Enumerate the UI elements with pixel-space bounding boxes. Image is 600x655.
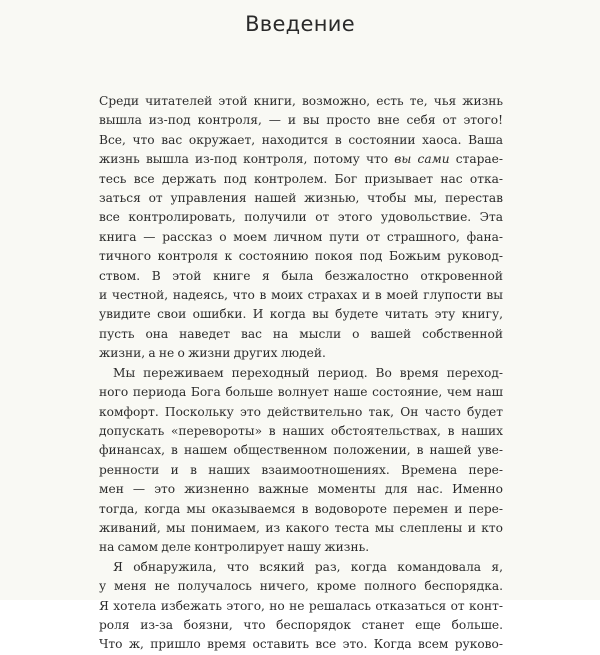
text-line: Я хотела избежать этого, но не решалась отказаться от конт-	[99, 598, 503, 613]
text-line: на самом деле контролирует нашу жизнь.	[99, 540, 370, 555]
text-line: допускать «перевороты» в наших обстоятельствах, в наших	[99, 423, 503, 438]
text-line: ного периода Бога больше волнует наше состояние, чем наш	[99, 385, 503, 400]
text-line: Среди читателей этой книги, возможно, есть те, чья жизнь	[99, 94, 503, 108]
text-line: тесь все держать под контролем. Бог призывает нас отка-	[99, 171, 503, 186]
text-line: Я обнаружила, что всякий раз, когда командовала я,	[113, 559, 503, 574]
text-line: комфорт. Поскольку это действительно так, Он часто будет	[99, 404, 503, 419]
text-line: ством. В этой книге я была безжалостно откровенной	[99, 268, 503, 283]
text-line: все контролировать, получили от этого удовольствие. Эта	[99, 210, 503, 225]
text-line: Мы переживаем переходный период. Во время переход-	[113, 365, 503, 380]
body-text	[99, 92, 503, 655]
text-line: тичного контроля к состоянию покоя под Божьим руковод-	[99, 249, 503, 264]
text-line: пусть она наведет вас на мысли о вашей собственной	[99, 326, 503, 341]
text-line: финансах, в нашем общественном положении, в нашей уве-	[99, 443, 503, 458]
text-line: тогда, когда мы оказываемся в водовороте перемен и пере-	[99, 501, 503, 516]
text-line: Все, что вас окружает, находится в состоянии хаоса. Ваша	[99, 132, 503, 147]
text-line: жизнь вышла из-под контроля, потому что вы сами стараe-	[99, 152, 503, 167]
text-line: живаний, мы понимаем, из какого теста мы слеплены и кто	[99, 520, 503, 535]
text-line: ренности и в наших взаимоотношениях. Времена пере-	[99, 462, 503, 477]
text-line: у меня не получалось ничего, кроме полного беспорядка.	[99, 579, 503, 594]
text-line: книга — рассказ о моем личном пути от страшного, фана-	[99, 229, 503, 244]
page-title: Введение	[245, 12, 355, 36]
text-line: мен — это жизненно важные моменты для нас. Именно	[99, 482, 503, 497]
text-line: вышла из-под контроля, — и вы просто вне себя от этого!	[99, 113, 503, 128]
text-line: жизни, а не о жизни других людей.	[99, 346, 326, 361]
text-line: увидите свои ошибки. И когда вы будете читать эту книгу,	[99, 307, 503, 322]
text-line: Что ж, пришло время оставить все это. Когда всем руково-	[99, 637, 503, 652]
text-line: и честной, надеясь, что в моих страхах и в моей глупости вы	[99, 288, 503, 303]
text-line: роля из-за боязни, что беспорядок станет еще больше.	[99, 617, 503, 632]
text-line: заться от управления нашей жизнью, чтобы мы, перестав	[99, 191, 503, 206]
